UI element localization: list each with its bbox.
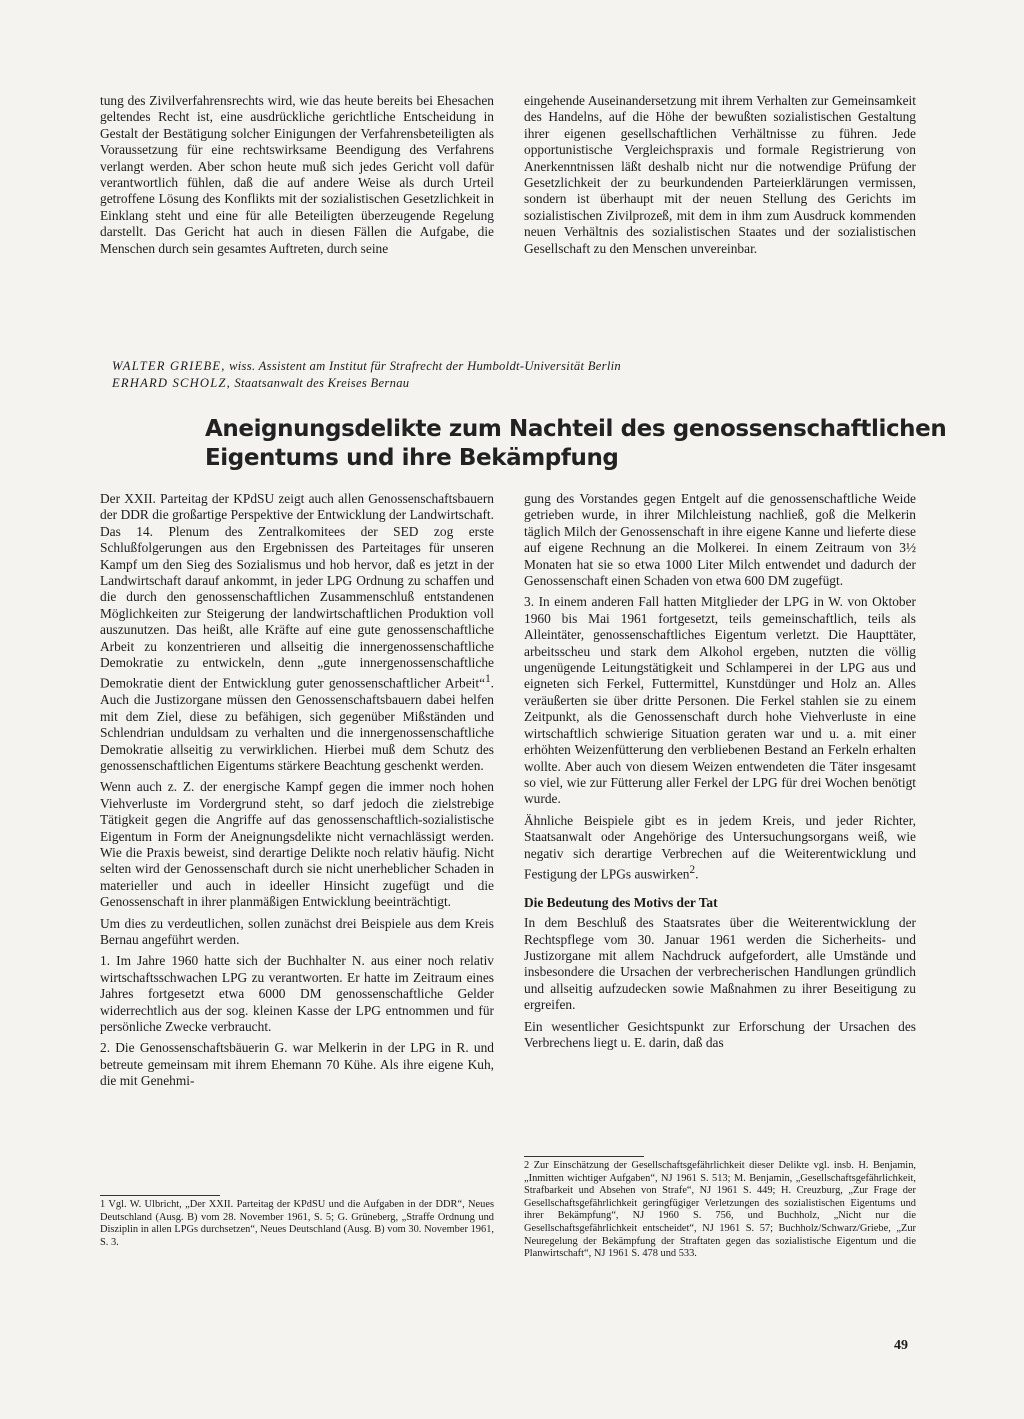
paragraph: In dem Beschluß des Staatsrates über die Weiterentwicklung der Rechtspflege vom 30. Januar 1961 werden die Sicherheits- und Justizorgane mit allem Nachdruck aufgefordert, alle Umstände und insbesondere die Ursachen der verbrecherischen Handlungen gründlich und allseitig aufzudecken sowie Maßnahmen zu ihrer Beseitigung zu ergreifen. [524,915,916,1013]
author-1-role: wiss. Assistent am Institut für Strafrecht der Humboldt-Universität Berlin [229,359,622,373]
main-right-column [524,491,916,1056]
top-right-paragraph: eingehende Auseinandersetzung mit ihrem Verhalten zur Gemeinsamkeit des Handelns, auf die Höhe der bewußten sozialistischen Gestaltung ihrer eigenen gesellschaftlichen Verhältnisse zu führen. Jede opportunistische Vergleichspraxis und formale Registrierung von Anerkenntnissen läßt deshalb nicht nur die notwendige Prüfung der Gesetzlichkeit der zu beurkundenden Parteierklärungen vermissen, sondern ist überhaupt mit der neuen Stellung des Gerichts im sozialistischen Zivilprozeß, mit dem in ihm zum Ausdruck kommenden neuen Verhältnis des sozialistischen Staates und der sozialistischen Gesellschaft zu den Menschen unvereinbar. [524,93,916,256]
footnote-ref-1: 1 [485,673,491,686]
author-1-name: WALTER GRIEBE, [112,359,226,373]
paragraph-text: Der XXII. Parteitag der KPdSU zeigt auch allen Genossenschaftsbauern der DDR die großartige Perspektive der Entwicklung der Landwirtschaft. Das 14. Plenum des Zentralkomitees der SED zog erste Schlußfolgerungen aus den Ergebnissen des Parteitages für unseren Kampf um den Sieg des Sozialismus und hob hervor, daß es jetzt in der Landwirtschaft darauf ankommt, in jeder LPG Ordnung zu schaffen und die durch den genossenschaftlichen Zusammenschluß entstandenen Möglichkeiten zur Steigerung der landwirtschaftlichen Produktion voll auszunutzen. Das heißt, alle Kräfte auf eine gute genossenschaftliche Arbeit zu konzentrieren und allseitig die innergenossenschaftliche Demokratie zu entwickeln, denn „gute innergenossenschaftliche Demokratie dient der Entwicklung guter genossenschaftlicher Arbeit“ [100,491,494,691]
paragraph-text-end: . [695,866,699,882]
article-title [205,415,945,473]
section-subheading: Die Bedeutung des Motivs der Tat [524,894,718,910]
author-byline [112,358,872,392]
footnote-divider-left [100,1195,220,1196]
author-line-1 [112,358,872,375]
footnote-divider-right [524,1156,644,1157]
paragraph: Wenn auch z. Z. der energische Kampf gegen die immer noch hohen Viehverluste im Vordergrund steht, so darf jedoch die zielstrebige Tätigkeit gegen die Angriffe auf das genossenschaftlich-sozialistische Eigentum in Form der Aneignungsdelikte nicht vernachlässigt werden. Wie die Praxis beweist, sind derartige Delikte noch relativ häufig. Nicht selten wird der Genossenschaft durch sie nicht unerheblicher Schaden in materieller und auch in ideeller Hinsicht zugefügt und die Genossenschaft in ihrer planmäßigen Entwicklung beeinträchtigt. [100,779,494,910]
footnote-ref-2: 2 [689,863,696,876]
footnote-1: 1 Vgl. W. Ulbricht, „Der XXII. Parteitag der KPdSU und die Aufgaben in der DDR“, Neues Deutschland (Ausg. B) vom 28. November 1961, S. 5; G. Grüneberg, „Straffe Ordnung und Disziplin in allen LPGs durchsetzen“, Neues Deutschland (Ausg. B) vom 30. November 1961, S. 3. [100,1199,494,1248]
footnote-2: 2 Zur Einschätzung der Gesellschaftsgefährlichkeit dieser Delikte vgl. insb. H. Benjamin, „Inmitten wichtiger Aufgaben“, NJ 1961 S. 513; M. Benjamin, „Gesellschaftsgefährlichkeit, Strafbarkeit und Absehen von Strafe“, NJ 1961 S. 449; H. Creuzburg, „Zur Frage der Gesellschaftsgefährlichkeit geringfügiger Verletzungen des sozialistischen Eigentums und ihrer Bekämpfung“, NJ 1960 S. 756, und Buchholz, „Nicht nur die Gesellschaftsgefährlichkeit entscheidet“, NJ 1961 S. 57; Buchholz/Schwarz/Griebe, „Zur Neuregelung der Bekämpfung der Straftaten gegen das sozialistische Eigentum und die Planwirtschaft“, NJ 1961 S. 478 und 533. [524,1160,916,1260]
article-title-line-1: Aneignungsdelikte zum Nachteil des genossenschaftlichen [205,416,947,442]
paragraph-text: Ähnliche Beispiele gibt es in jedem Kreis, und jeder Richter, Staatsanwalt oder Angehörige des Untersuchungsorgans weiß, wie negativ sich derartige Verbrechen auf die Weiterentwicklung und Festigung der LPGs auswirken [524,812,916,882]
paragraph: gung des Vorstandes gegen Entgelt auf die genossenschaftliche Weide getrieben wurde, in ihrer Milchleistung nachließ, goß die Melkerin täglich Milch der Genossenschaft in ihre eigene Kanne und lieferte diese auf eigene Rechnung an die Molkerei. In einem Zeitraum von 3½ Monaten hat sie so etwa 1000 Liter Milch entwendet und dadurch der Genossenschaft einen Schaden von etwa 600 DM zugefügt. [524,491,916,589]
main-left-column [100,491,494,1095]
paragraph: Um dies zu verdeutlichen, sollen zunächst drei Beispiele aus dem Kreis Bernau angeführt werden. [100,915,494,948]
author-2-role: Staatsanwalt des Kreises Bernau [234,376,410,390]
author-2-name: ERHARD SCHOLZ, [112,376,231,390]
article-title-line-2: Eigentums und ihre Bekämpfung [205,445,619,471]
paragraph: 2. Die Genossenschaftsbäuerin G. war Melkerin in der LPG in R. und betreute gemeinsam mit ihrem Ehemann 70 Kühe. Als ihre eigene Kuh, die mit Genehmi- [100,1040,494,1089]
top-right-column [524,93,916,262]
paragraph: Ein wesentlicher Gesichtspunkt zur Erforschung der Ursachen des Verbrechens liegt u. E. darin, daß das [524,1018,916,1051]
paragraph [100,491,494,774]
top-left-paragraph: tung des Zivilverfahrensrechts wird, wie das heute bereits bei Ehesachen geltendes Recht ist, eine ausdrückliche gerichtliche Entscheidung in Gestalt der Bestätigung solcher Einigungen der Verfahrensbeteiligten als Voraussetzung für eine rechtswirksame Beendigung des Verfahrens verlangt werden. Aber schon heute muß sich jedes Gericht voll dafür verantwortlich fühlen, daß die auf andere Weise als durch Urteil getroffene Lösung des Konflikts mit der sozialistischen Gesetzlichkeit in Einklang steht und eine für alle Beteiligten überzeugende Regelung darstellt. Das Gericht hat auch in diesen Fällen die Aufgabe, die Menschen durch sein gesamtes Auftreten, durch seine [100,93,494,256]
author-line-2 [112,375,872,392]
page-number: 49 [894,1338,908,1353]
top-left-column [100,93,494,262]
paragraph [524,813,916,883]
paragraph: 1. Im Jahre 1960 hatte sich der Buchhalter N. aus einer noch relativ wirtschaftsschwachen LPG zu verantworten. Er hatte im Zeitraum eines Jahres fortgesetzt etwa 6000 DM genossenschaftliche Gelder widerrechtlich aus der sog. kleinen Kasse der LPG entnommen und für persönliche Zwecke verbraucht. [100,953,494,1035]
paragraph: 3. In einem anderen Fall hatten Mitglieder der LPG in W. von Oktober 1960 bis Mai 1961 fortgesetzt, teils gemeinschaftlich, teils als Alleintäter, genossenschaftliches Eigentum verletzt. Die Haupttäter, arbeitsscheu und stark dem Alkohol ergeben, nutzten die völlig ungenügende Leitungstätigkeit und Schlamperei in der LPG aus und eigneten sich Ferkel, Futtermittel, Kunstdünger und Holz an. Alles veräußerten sie über dritte Personen. Die Ferkel stahlen sie zu einem Zeitpunkt, als die Genossenschaft durch hohe Viehverluste in eine wirtschaftlich schwierige Situation geraten war und u. a. mit einer erhöhten Weizenfütterung den verbliebenen Bestand an Ferkeln erhalten wollte. Aber auch von diesem Weizen entwendeten die Täter insgesamt so viel, wie zur Fütterung aller Ferkel der LPG für drei Wochen benötigt wurde. [524,594,916,807]
paragraph-text-end: . Auch die Justizorgane müssen den Genossenschaftsbauern dabei helfen mit dem Ziel, diese zu befähigen, sich gegenüber Mißständen und Schlendrian unduldsam zu verhalten und die innergenossenschaftliche Demokratie allseitig zu verwirklichen. Hierbei muß dem Schutz des genossenschaftlichen Eigentums stärkere Beachtung geschenkt werden. [100,675,494,773]
